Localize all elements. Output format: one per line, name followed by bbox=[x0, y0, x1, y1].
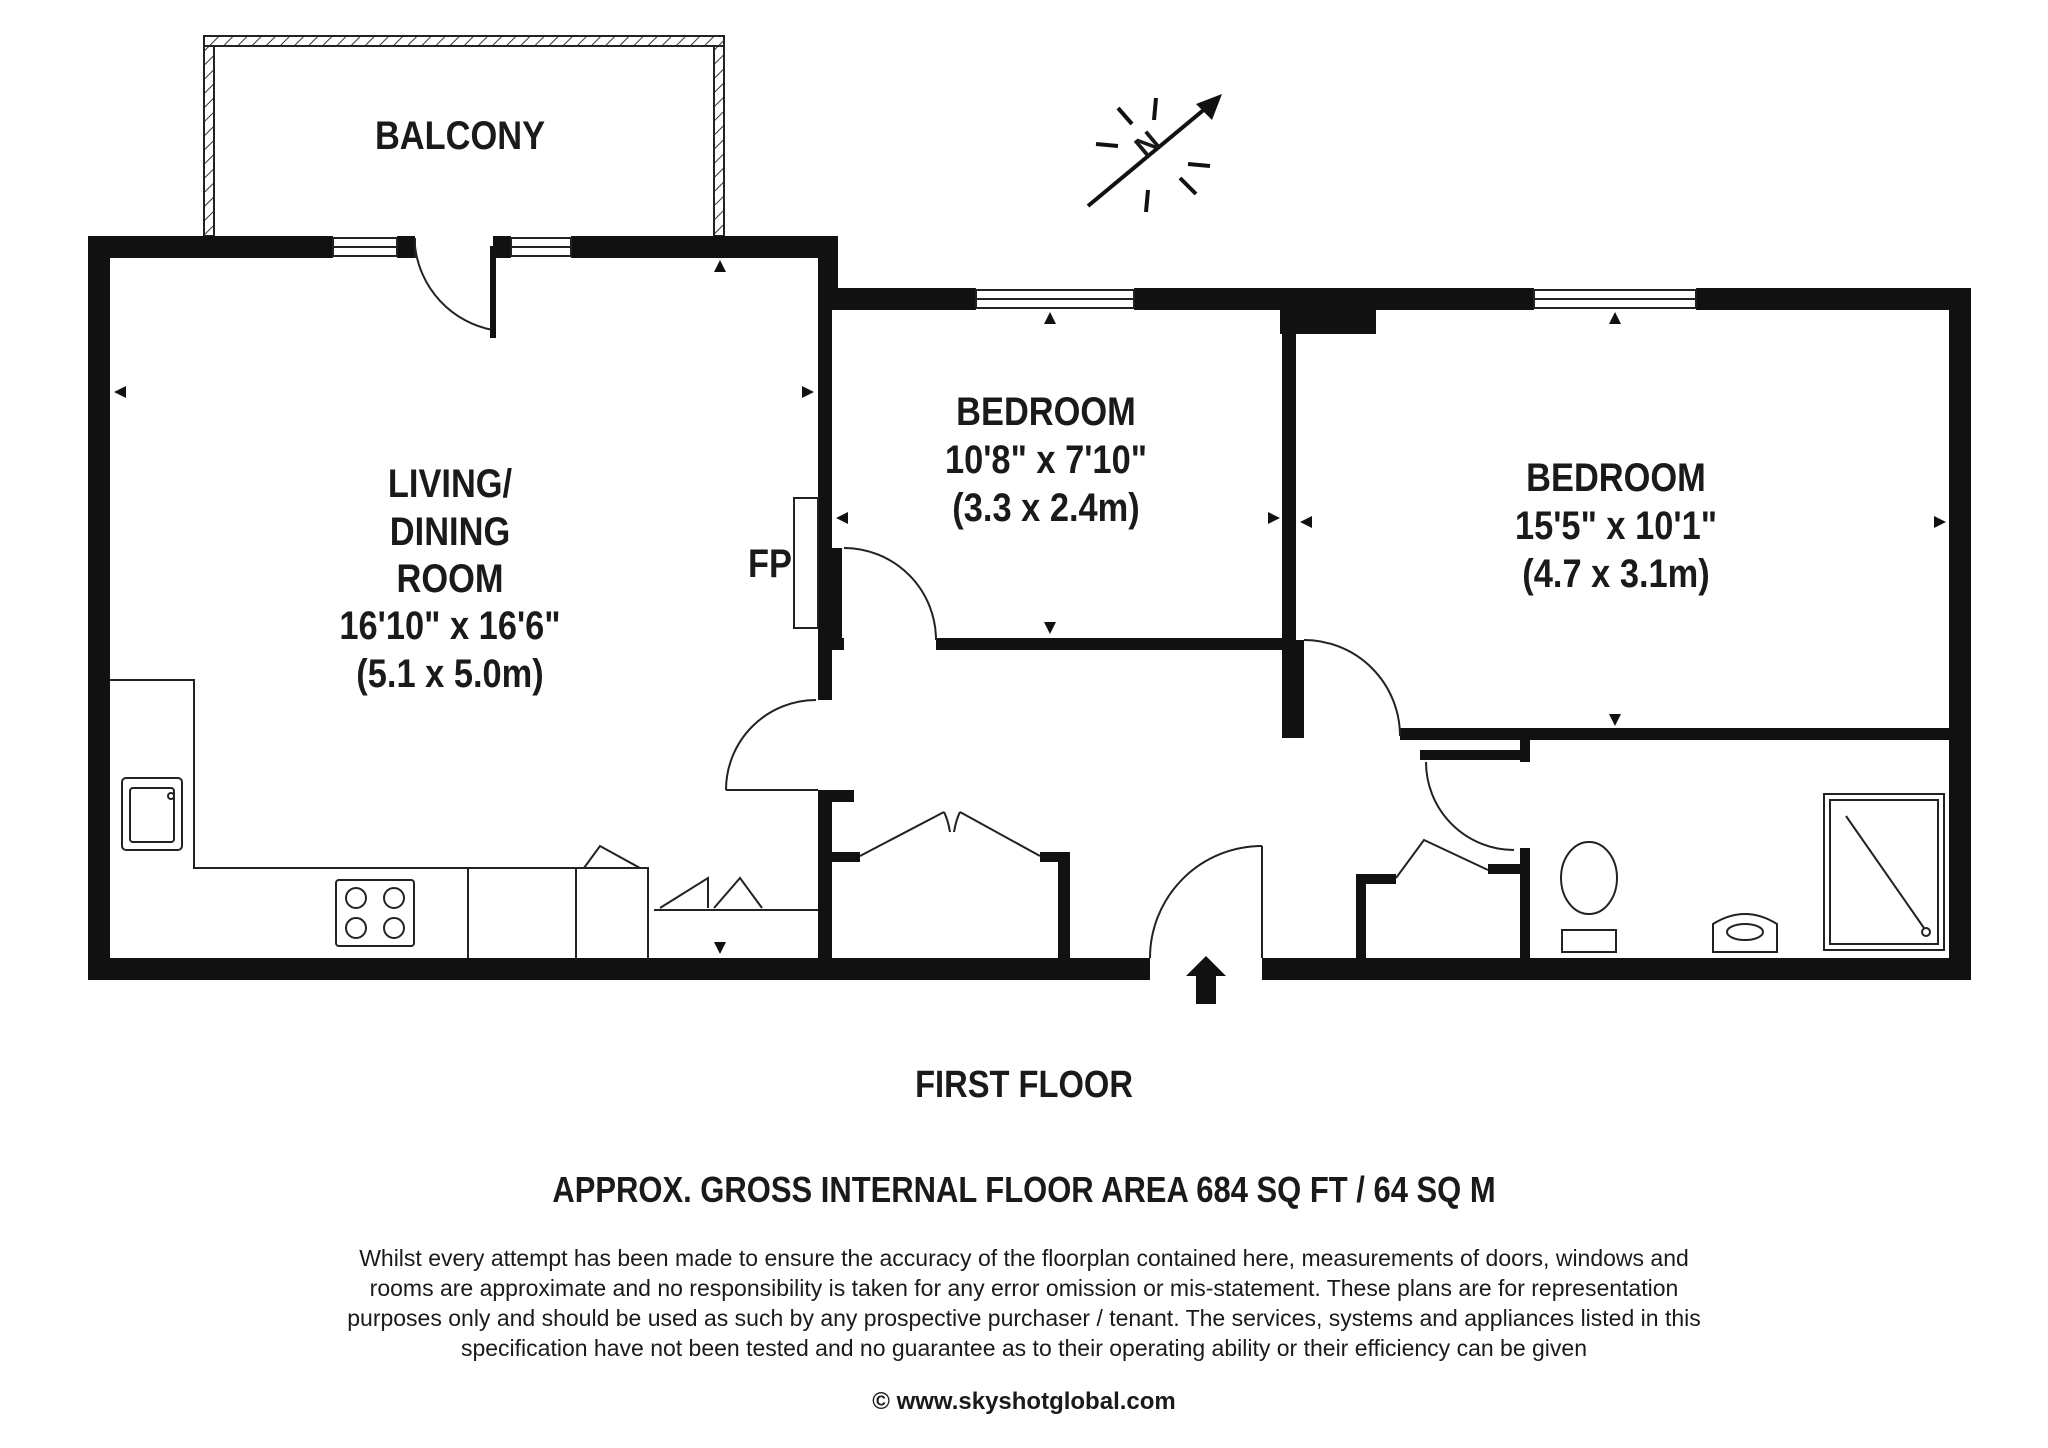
bedroom-small-dimensions-imperial: 10'8" x 7'10" bbox=[944, 438, 1148, 482]
floor-area: APPROX. GROSS INTERNAL FLOOR AREA 684 SQ FT / 64 SQ M bbox=[552, 1169, 1496, 1210]
bedroom-large-name: BEDROOM bbox=[1526, 456, 1706, 500]
north-label: N bbox=[1128, 125, 1167, 165]
bedroom-large-dimensions-imperial: 15'5" x 10'1" bbox=[1514, 504, 1718, 548]
kitchen bbox=[110, 680, 648, 958]
floor-title: FIRST FLOOR bbox=[915, 1064, 1133, 1106]
bedroom-large-dimensions-metric: (4.7 x 3.1m) bbox=[1522, 552, 1710, 596]
living-room-dimensions-imperial: 16'10" x 16'6" bbox=[339, 604, 561, 648]
living-room-name-line1: LIVING/ bbox=[387, 462, 513, 506]
living-room-name-line2: DINING bbox=[389, 510, 511, 554]
disclaimer-line: rooms are approximate and no responsibility is taken for any error omission or mis-statement. These plans are for representation bbox=[369, 1275, 1679, 1301]
bathroom-fixtures bbox=[1561, 794, 1944, 952]
entrance-arrow-icon bbox=[1186, 956, 1226, 1004]
disclaimer-line: Whilst every attempt has been made to ensure the accuracy of the floorplan contained here, measurements of doors, windows and bbox=[359, 1245, 1689, 1271]
living-room-name-line3: ROOM bbox=[396, 557, 504, 601]
copyright: © www.skyshotglobal.com bbox=[872, 1388, 1176, 1415]
disclaimer bbox=[200, 1243, 1848, 1363]
bedroom-small-name: BEDROOM bbox=[956, 390, 1136, 434]
disclaimer-line: specification have not been tested and no guarantee as to their operating ability or their efficiency can be given bbox=[460, 1335, 1588, 1361]
doors bbox=[415, 238, 1514, 958]
fireplace bbox=[794, 498, 818, 628]
living-room-dimensions-metric: (5.1 x 5.0m) bbox=[356, 652, 544, 696]
fireplace-label: FP bbox=[748, 542, 792, 586]
bedroom-small-dimensions-metric: (3.3 x 2.4m) bbox=[952, 486, 1140, 530]
disclaimer-line: purposes only and should be used as such by any prospective purchaser / tenant. The services, systems and appliances listed in this bbox=[347, 1305, 1701, 1331]
balcony-label: BALCONY bbox=[374, 114, 546, 158]
